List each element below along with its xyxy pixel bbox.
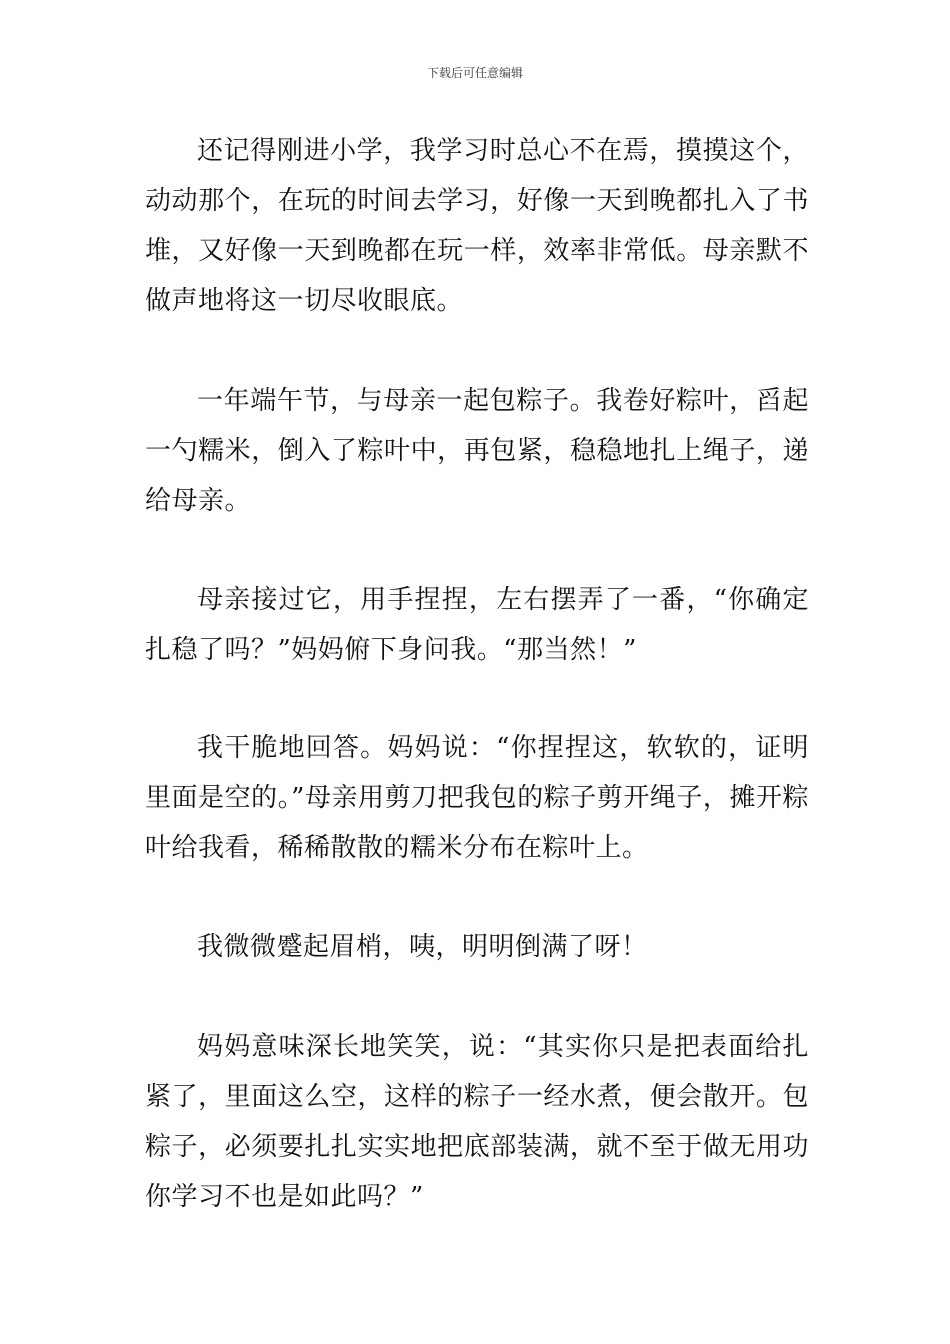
paragraph-1: 还记得刚进小学，我学习时总心不在焉，摸摸这个，动动那个，在玩的时间去学习，好像一天到晚都扎入了书堆，又好像一天到晚都在玩一样，效率非常低。母亲默不做声地将这一切尽收眼底。 <box>145 136 809 316</box>
paragraph-5: 我微微蹙起眉梢，咦，明明倒满了呀！ <box>197 932 648 962</box>
paragraph-4: 我干脆地回答。妈妈说：“你捏捏这，软软的，证明里面是空的。”母亲用剪刀把我包的粽子剪开绳子，摊开粽叶给我看，稀稀散散的糯米分布在粽叶上。 <box>145 733 809 863</box>
page-header: 下载后可任意编辑 <box>426 66 523 80</box>
paragraph-6: 妈妈意味深长地笑笑，说：“其实你只是把表面给扎紧了，里面这么空，这样的粽子一经水煮，便会散开。包粽子，必须要扎扎实实地把底部装满，就不至于做无用功你学习不也是如此吗？” <box>145 1032 809 1212</box>
paragraph-3: 母亲接过它，用手捏捏，左右摆弄了一番，“你确定扎稳了吗？”妈妈俯下身问我。“那当然！” <box>145 585 809 665</box>
paragraph-2: 一年端午节，与母亲一起包粽子。我卷好粽叶，舀起一勺糯米，倒入了粽叶中，再包紧，稳稳地扎上绳子，递给母亲。 <box>145 386 809 516</box>
